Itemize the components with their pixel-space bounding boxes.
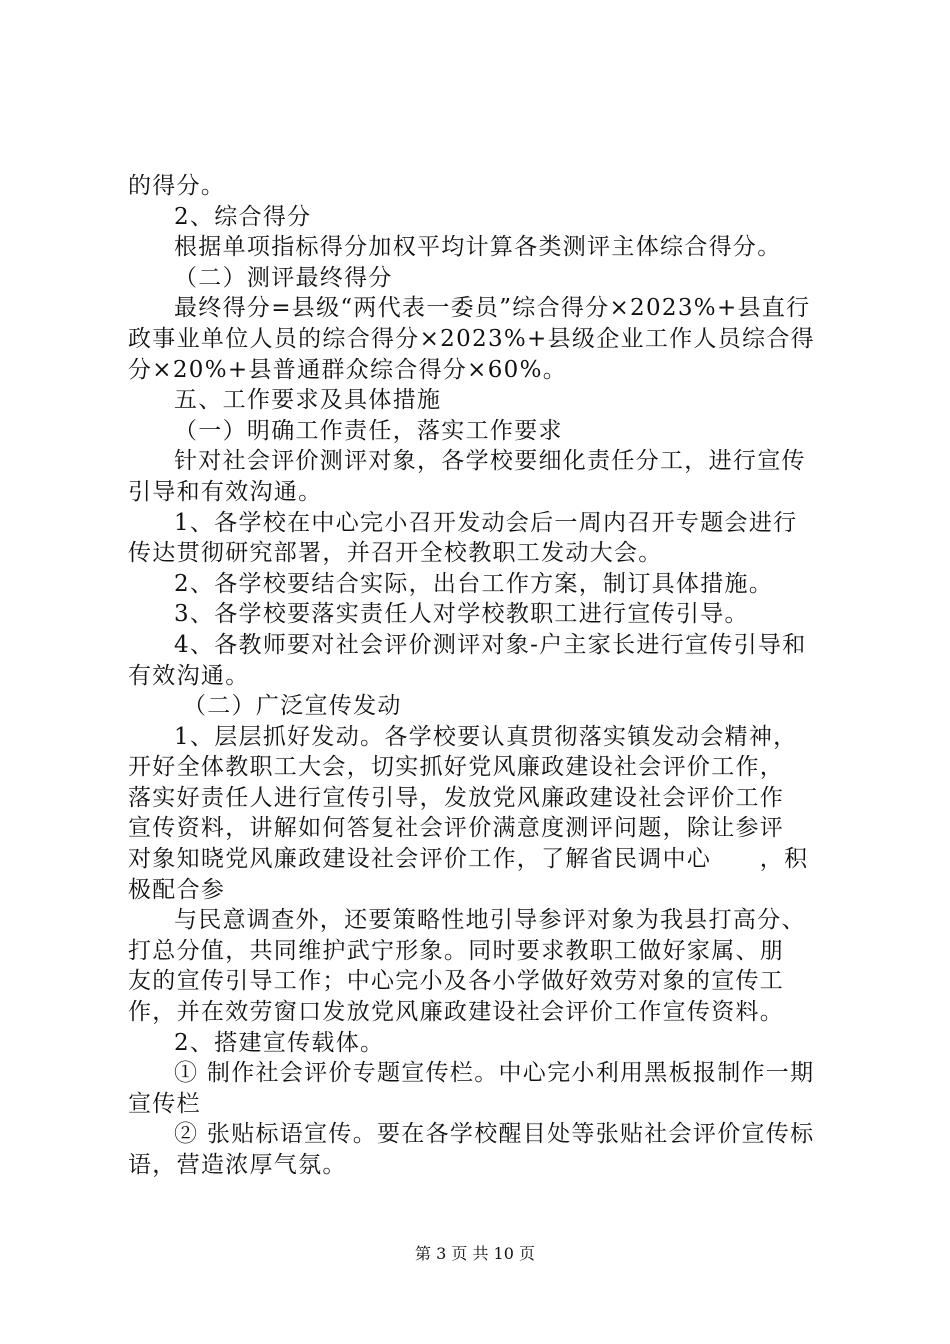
text-line: 打总分值，共同维护武宁形象。同时要求教职工做好家属、朋 <box>128 937 785 964</box>
text-line: 有效沟通。 <box>128 662 250 689</box>
text-line: 作，并在效劳窗口发放党风廉政建设社会评价工作宣传资料。 <box>128 999 785 1026</box>
section-heading: （二）广泛宣传发动 <box>183 693 402 720</box>
text-line: 宣传资料，讲解如何答复社会评价满意度测评问题，除让参评 <box>128 815 785 842</box>
text-line: 与民意调查外，还要策略性地引导参评对象为我县打高分、 <box>174 907 806 934</box>
text-line: 语，营造浓厚气氛。 <box>128 1152 347 1178</box>
text-line: 1、层层抓好发动。各学校要认真贯彻落实镇发动会精神， <box>174 723 798 750</box>
text-line: 2、综合得分 <box>174 203 312 230</box>
text-line: 2、各学校要结合实际，出台工作方案，制订具体措施。 <box>174 570 774 597</box>
section-heading: 五、工作要求及具体措施 <box>174 387 442 414</box>
page-footer: 第 3 页 共 10 页 <box>415 1244 535 1263</box>
text-line: 极配合参 <box>128 876 226 903</box>
text-line: 的得分。 <box>128 173 226 199</box>
text-line: 宣传栏 <box>128 1090 201 1117</box>
text-line: 开好全体教职工大会，切实抓好党风廉政建设社会评价工作， <box>128 754 785 781</box>
text-line: 落实好责任人进行宣传引导，发放党风廉政建设社会评价工作 <box>128 784 785 811</box>
text-line: ② 张贴标语宣传。要在各学校醒目处等张贴社会评价宣传标 <box>174 1121 815 1148</box>
document-body <box>128 171 834 1181</box>
text-line: 引导和有效沟通。 <box>128 478 323 505</box>
text-line: 政事业单位人员的综合得分×2023%+县级企业工作人员综合得 <box>128 325 815 352</box>
text-line: 传达贯彻研究部署，并召开全校教职工发动大会。 <box>128 540 663 567</box>
text-line: 最终得分=县级“两代表一委员”综合得分×2023%+县直行 <box>174 295 811 322</box>
text-line: 2、搭建宣传载体。 <box>174 1029 385 1056</box>
text-line: 根据单项指标得分加权平均计算各类测评主体综合得分。 <box>174 234 782 261</box>
text-line: ① 制作社会评价专题宣传栏。中心完小利用黑板报制作一期 <box>174 1060 815 1087</box>
text-line: 友的宣传引导工作；中心完小及各小学做好效劳对象的宣传工 <box>128 968 785 995</box>
text-line: 4、各教师要对社会评价测评对象-户主家长进行宣传引导和 <box>174 631 807 658</box>
section-heading: （一）明确工作责任，落实工作要求 <box>174 417 563 444</box>
text-line: 分×20%+县普通群众综合得分×60%。 <box>128 356 568 383</box>
text-line: 1、各学校在中心完小召开发动会后一周内召开专题会进行 <box>174 509 798 536</box>
section-heading: （二）测评最终得分 <box>174 264 393 291</box>
text-line: 针对社会评价测评对象，各学校要细化责任分工，进行宣传 <box>174 448 806 475</box>
text-line: 3、各学校要落实责任人对学校教职工进行宣传引导。 <box>174 601 749 628</box>
text-line: 对象知晓党风廉政建设社会评价工作，了解省民调中心 ，积 <box>128 846 809 873</box>
